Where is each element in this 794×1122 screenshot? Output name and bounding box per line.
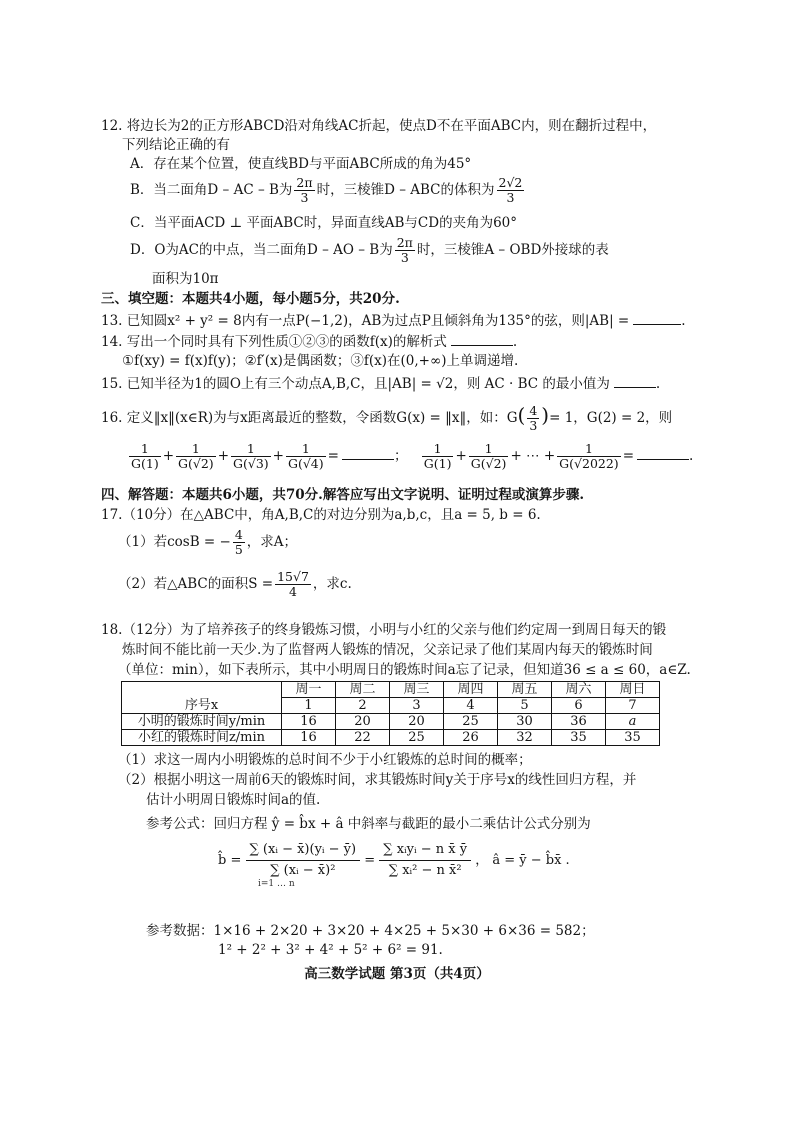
table-header-cell: 周一 — [282, 682, 336, 698]
table-cell: a — [606, 714, 660, 730]
section-solutions-heading: 四、解答题：本题共6小题，共70分.解答应写出文字说明、证明过程或演算步骤. — [101, 487, 585, 503]
q18-part2-line2: 估计小明周日锻炼时间a的值. — [146, 792, 321, 808]
table-cell: 2 — [336, 698, 390, 714]
table-cell: 7 — [606, 698, 660, 714]
table-header-cell: 周二 — [336, 682, 390, 698]
table-row-xiaoming — [122, 714, 660, 730]
q12-option-c: C．当平面ACD ⊥ 平面ABC时，异面直线AB与CD的夹角为60° — [130, 215, 518, 231]
sum-limits-note: i=1 … n — [258, 879, 295, 889]
q12-option-d-angle-fraction: $\frac{2\pi}{3}$ — [396, 235, 413, 265]
q12-option-b-text: B．当二面角D – AC – B为 — [130, 182, 293, 198]
q12-option-d: D．O为AC的中点，当二面角D – AO – B为 $\frac{2\pi}{3}$ 时，三棱锥A – OBD外接球的表 — [130, 235, 609, 265]
table-cell: 36 — [552, 714, 606, 730]
table-header-cell: 周三 — [390, 682, 444, 698]
q16-sum-term-2: $\frac{1}{G(√2)}$ — [470, 441, 507, 471]
q12-option-b-volume-fraction: $\frac{2√2}{3}$ — [498, 175, 523, 205]
q16-term-4: $\frac{1}{G(√4)}$ — [287, 441, 324, 471]
q18-reference-data-line2: 1² + 2² + 3² + 4² + 5² + 6² = 91. — [218, 942, 443, 958]
formula-fraction-1: $\frac{\text{∑ (xᵢ − x̄)(yᵢ − ȳ)}}{\text{∑ (xᵢ − x̄)²}}$ — [246, 842, 361, 879]
q16-sum-term-last: $\frac{1}{G(√2022)}$ — [559, 441, 619, 471]
q14-answer-blank[interactable] — [451, 332, 513, 346]
table-cell: 25 — [444, 714, 498, 730]
table-cell: 22 — [336, 730, 390, 746]
table-cell: 16 — [282, 730, 336, 746]
table-cell: 6 — [552, 698, 606, 714]
a-hat-formula: ， â = ȳ − b̂x̄ . — [475, 853, 570, 868]
table-cell: 16 — [282, 714, 336, 730]
table-cell: 35 — [606, 730, 660, 746]
section-fill-in-heading: 三、填空题：本题共4小题，每小题5分，共20分. — [101, 291, 400, 307]
q16-line1: 16. 定义‖x‖(x∈R)为与x距离最近的整数，令函数G(x) = ‖x‖，如：G( $\frac{4}{3}$ )= 1，G(2) = 2，则 — [101, 403, 673, 433]
q18-stem-line3: （单位：min），如下表所示，其中小明周日的锻炼时间a忘了记录，但知道36 ≤ a ≤ 60，a∈Z. — [118, 662, 691, 678]
table-cell: 32 — [498, 730, 552, 746]
q18-part2-line1: （2）根据小明这一周前6天的锻炼时间，求其锻炼时间y关于序号x的线性回归方程，并 — [118, 772, 637, 788]
q16-answer-blank-2[interactable] — [637, 446, 689, 460]
q18-reference-data-line1: 参考数据：1×16 + 2×20 + 3×20 + 4×25 + 5×30 + 6×36 = 582； — [146, 923, 595, 939]
q13: 13. 已知圆x² + y² = 8内有一点P(−1,2)，AB为过点P且倾斜角为135°的弦，则|AB| = . — [101, 313, 686, 329]
q18-reference-formula: 参考公式：回归方程 ŷ = b̂x + â 中斜率与截距的最小二乘估计公式分别为 — [146, 816, 591, 832]
q12-option-b: B．当二面角D – AC – B为 $\frac{2\pi}{3}$ 时，三棱锥D – ABC的体积为 $\frac{2√2}{3}$ — [130, 175, 523, 205]
b-hat-label: b̂ = — [218, 853, 242, 868]
table-header-cell: 周日 — [606, 682, 660, 698]
table-cell: 20 — [390, 714, 444, 730]
table-row-label: 小明的锻炼时间y/min — [122, 714, 282, 730]
table-row-label: 序号x — [122, 698, 282, 714]
table-cell: 4 — [444, 698, 498, 714]
table-header-cell: 周四 — [444, 682, 498, 698]
q15-answer-blank[interactable] — [614, 374, 656, 388]
q12-option-a: A．存在某个位置，使直线BD与平面ABC所成的角为45° — [130, 156, 472, 172]
q16-answer-blank-1[interactable] — [342, 446, 394, 460]
table-header-cell: 周六 — [552, 682, 606, 698]
q17-part2: （2）若△ABC的面积S = $\frac{15√7}{4}$ ，求c. — [118, 569, 352, 599]
table-row-label: 小红的锻炼时间z/min — [122, 730, 282, 746]
least-squares-formula: b̂ = $\frac{\text{∑ (xᵢ − x̄)(yᵢ − ȳ)}}{\text{∑ (xᵢ − x̄)²}}$ = $\frac{\text{∑ xᵢyᵢ − n x̄ ȳ}}{\text{∑ xᵢ² − n x̄²}}$ ， â = ȳ − b̂x̄ . i=1 … n — [218, 842, 570, 889]
table-row-index — [122, 698, 660, 714]
q14-line2: ①f(xy) = f(x)f(y)；②f′(x)是偶函数；③f(x)在(0,+∞)上单调递增. — [122, 353, 519, 369]
q12-option-b-angle-fraction: $\frac{2\pi}{3}$ — [296, 175, 313, 205]
exercise-time-table — [121, 681, 660, 746]
q12-stem-line2: 下列结论正确的有 — [122, 137, 230, 153]
q17-part1-fraction: $\frac{4}{5}$ — [234, 527, 243, 557]
q16-term-1: $\frac{1}{G(1)}$ — [131, 441, 159, 471]
q12-option-d-continued: 面积为10π — [152, 271, 219, 287]
table-cell: 35 — [552, 730, 606, 746]
q18-stem-line1: 18.（12分）为了培养孩子的终身锻炼习惯，小明与小红的父亲与他们约定周一到周日每天的锻 — [101, 622, 667, 638]
q16-term-2: $\frac{1}{G(√2)}$ — [178, 441, 214, 471]
table-header-cell: 周五 — [498, 682, 552, 698]
q18-stem-line2: 炼时间不能比前一天少.为了监督两人锻炼的情况，父亲记录了他们某周内每天的锻炼时间 — [122, 642, 653, 658]
q17-part1: （1）若cosB = − $\frac{4}{5}$ ，求A； — [118, 527, 298, 557]
q12-stem-line1: 12. 将边长为2的正方形ABCD沿对角线AC折起，使点D不在平面ABC内，则在翻折过程中， — [101, 118, 657, 134]
table-cell: 3 — [390, 698, 444, 714]
q16-sum-term-1: $\frac{1}{G(1)}$ — [423, 441, 452, 471]
q15: 15. 已知半径为1的圆O上有三个动点A,B,C，且|AB| = √2，则 AC · BC 的最小值为 . — [101, 376, 661, 392]
q16-arg-fraction: $\frac{4}{3}$ — [529, 403, 538, 433]
q18-part1: （1）求这一周内小明锻炼的总时间不少于小红锻炼的总时间的概率； — [118, 752, 532, 768]
q13-answer-blank[interactable] — [633, 311, 681, 325]
table-corner-cell — [122, 682, 282, 698]
table-cell: 30 — [498, 714, 552, 730]
q16-line2: $\frac{1}{G(1)}$ + $\frac{1}{G(√2)}$ + $\frac{1}{G(√3)}$ + $\frac{1}{G(√4)}$ = ； $\frac{1}{G(1)}$ + $\frac{1}{G(√2)}$ + ⋯ + $\frac{1}{G(√2022)}$ = . — [131, 441, 694, 471]
table-header-row — [122, 682, 660, 698]
formula-fraction-2: $\frac{\text{∑ xᵢyᵢ − n x̄ ȳ}}{\text{∑ xᵢ² − n x̄²}}$ — [379, 842, 471, 879]
table-cell: 5 — [498, 698, 552, 714]
q16-term-3: $\frac{1}{G(√3)}$ — [233, 441, 269, 471]
page-footer: 高三数学试题 第3页（共4页） — [304, 966, 490, 982]
q17-part2-fraction: $\frac{15√7}{4}$ — [277, 569, 309, 599]
table-cell: 1 — [282, 698, 336, 714]
q17-stem: 17.（10分）在△ABC中，角A,B,C的对边分别为a,b,c，且a = 5, b = 6. — [101, 507, 541, 523]
table-row-xiaohong — [122, 730, 660, 746]
q14-line1: 14. 写出一个同时具有下列性质①②③的函数f(x)的解析式 . — [101, 334, 518, 350]
table-cell: 26 — [444, 730, 498, 746]
table-cell: 25 — [390, 730, 444, 746]
table-cell: 20 — [336, 714, 390, 730]
